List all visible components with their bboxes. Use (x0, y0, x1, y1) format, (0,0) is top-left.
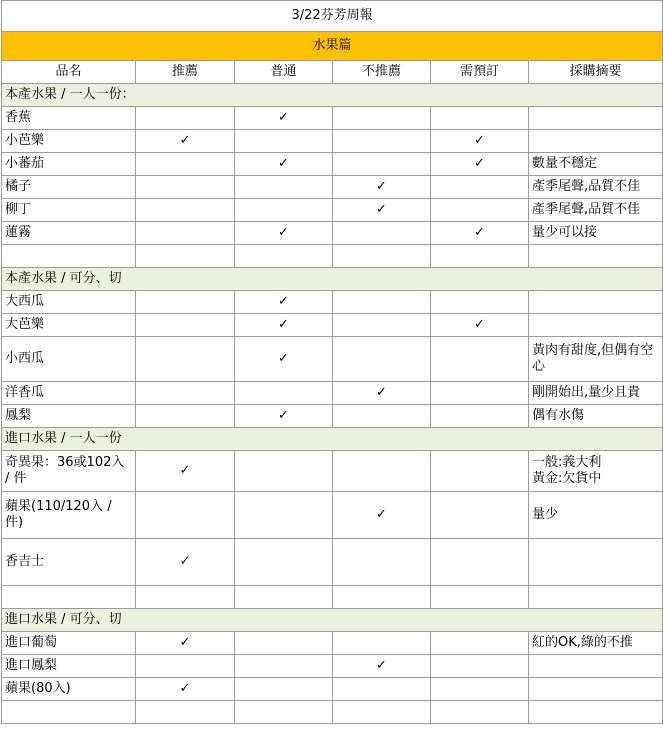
table-row (2, 655, 663, 678)
fruit-report-sheet (1, 0, 663, 724)
cell-purchase-note[interactable] (529, 701, 663, 724)
cell-item-name[interactable]: 蘋果(110/120入 / 件) (2, 492, 136, 539)
cell-recommend[interactable] (136, 586, 235, 609)
cell-normal[interactable]: ✓ (235, 337, 333, 382)
cell-item-name[interactable]: 洋香瓜 (2, 382, 136, 405)
section-row (2, 84, 663, 107)
cell-not-recommend[interactable] (333, 130, 431, 153)
cell-preorder[interactable] (431, 405, 529, 428)
cell-item-name[interactable]: 進口鳳梨 (2, 655, 136, 678)
cell-normal[interactable] (235, 176, 333, 199)
cell-item-name[interactable]: 橘子 (2, 176, 136, 199)
section-label[interactable]: 進口水果 / 可分、切 (2, 609, 663, 632)
cell-item-name[interactable]: 小西瓜 (2, 337, 136, 382)
cell-recommend[interactable] (136, 176, 235, 199)
cell-item-name[interactable]: 香蕉 (2, 107, 136, 130)
cell-preorder[interactable] (431, 245, 529, 268)
cell-recommend[interactable] (136, 199, 235, 222)
cell-item-name[interactable]: 小芭樂 (2, 130, 136, 153)
section-label[interactable]: 本產水果 / 一人一份： (2, 84, 663, 107)
cell-normal[interactable] (235, 199, 333, 222)
cell-normal[interactable] (235, 655, 333, 678)
table-row (2, 337, 663, 382)
cell-item-name[interactable]: 小蕃茄 (2, 153, 136, 176)
cell-purchase-note[interactable] (529, 539, 663, 586)
cell-normal[interactable] (235, 451, 333, 492)
cell-normal[interactable]: ✓ (235, 291, 333, 314)
cell-purchase-note[interactable] (529, 586, 663, 609)
cell-preorder[interactable] (431, 655, 529, 678)
cell-preorder[interactable] (431, 701, 529, 724)
header-purchase-summary[interactable]: 採購摘要 (529, 61, 663, 84)
cell-purchase-note[interactable]: 產季尾聲,品質不佳 (529, 199, 663, 222)
cell-not-recommend[interactable]: ✓ (333, 176, 431, 199)
table-row (2, 586, 663, 609)
header-recommend[interactable]: 推薦 (136, 61, 235, 84)
cell-normal[interactable] (235, 492, 333, 539)
cell-preorder[interactable]: ✓ (431, 222, 529, 245)
cell-normal[interactable]: ✓ (235, 153, 333, 176)
cell-normal[interactable]: ✓ (235, 314, 333, 337)
cell-purchase-note[interactable] (529, 314, 663, 337)
cell-not-recommend[interactable] (333, 222, 431, 245)
cell-preorder[interactable]: ✓ (431, 153, 529, 176)
header-not-recommend[interactable]: 不推薦 (333, 61, 431, 84)
cell-item-name[interactable]: 蘋果(80入) (2, 678, 136, 701)
cell-preorder[interactable] (431, 492, 529, 539)
cell-purchase-note[interactable]: 剛開始出,量少且貴 (529, 382, 663, 405)
cell-not-recommend[interactable]: ✓ (333, 655, 431, 678)
section-row (2, 609, 663, 632)
cell-preorder[interactable] (431, 539, 529, 586)
cell-recommend[interactable]: ✓ (136, 539, 235, 586)
cell-normal[interactable] (235, 701, 333, 724)
header-row (2, 61, 663, 84)
report-title[interactable]: 3/22芬芳周報 (2, 1, 663, 32)
cell-normal[interactable] (235, 678, 333, 701)
cell-preorder[interactable] (431, 382, 529, 405)
cell-purchase-note[interactable] (529, 107, 663, 130)
cell-preorder[interactable] (431, 632, 529, 655)
cell-recommend[interactable] (136, 222, 235, 245)
cell-not-recommend[interactable] (333, 678, 431, 701)
cell-preorder[interactable]: ✓ (431, 314, 529, 337)
header-name[interactable]: 品名 (2, 61, 136, 84)
cell-recommend[interactable] (136, 492, 235, 539)
title-row (2, 1, 663, 32)
cell-not-recommend[interactable] (333, 291, 431, 314)
cell-preorder[interactable] (431, 678, 529, 701)
cell-purchase-note[interactable]: 黃肉有甜度,但偶有空心 (529, 337, 663, 382)
cell-recommend[interactable] (136, 291, 235, 314)
cell-recommend[interactable] (136, 382, 235, 405)
cell-not-recommend[interactable] (333, 245, 431, 268)
cell-item-name[interactable] (2, 701, 136, 724)
table-row (2, 678, 663, 701)
cell-recommend[interactable]: ✓ (136, 632, 235, 655)
cell-preorder[interactable] (431, 451, 529, 492)
cell-normal[interactable] (235, 382, 333, 405)
cell-not-recommend[interactable] (333, 107, 431, 130)
cell-not-recommend[interactable] (333, 405, 431, 428)
cell-item-name[interactable]: 鳳梨 (2, 405, 136, 428)
cell-recommend[interactable] (136, 107, 235, 130)
cell-not-recommend[interactable]: ✓ (333, 382, 431, 405)
cell-recommend[interactable]: ✓ (136, 451, 235, 492)
table-row (2, 222, 663, 245)
cell-item-name[interactable]: 奇異果：36或102入 / 件 (2, 451, 136, 492)
cell-purchase-note[interactable]: 數量不穩定 (529, 153, 663, 176)
cell-recommend[interactable]: ✓ (136, 678, 235, 701)
table-row (2, 107, 663, 130)
table-row (2, 405, 663, 428)
table-row (2, 492, 663, 539)
cell-not-recommend[interactable]: ✓ (333, 492, 431, 539)
table-row (2, 382, 663, 405)
banner-row (2, 32, 663, 61)
cell-recommend[interactable]: ✓ (136, 130, 235, 153)
cell-normal[interactable] (235, 539, 333, 586)
cell-recommend[interactable] (136, 314, 235, 337)
cell-preorder[interactable] (431, 291, 529, 314)
cell-recommend[interactable] (136, 655, 235, 678)
header-preorder[interactable]: 需預訂 (431, 61, 529, 84)
cell-item-name[interactable]: 蓮霧 (2, 222, 136, 245)
cell-purchase-note[interactable] (529, 655, 663, 678)
table-row (2, 153, 663, 176)
cell-recommend[interactable] (136, 153, 235, 176)
cell-item-name[interactable] (2, 586, 136, 609)
cell-item-name[interactable] (2, 245, 136, 268)
section-label[interactable]: 本產水果 / 可分、切 (2, 268, 663, 291)
header-normal[interactable]: 普通 (235, 61, 333, 84)
cell-purchase-note[interactable]: 量少 (529, 492, 663, 539)
table-row (2, 291, 663, 314)
cell-not-recommend[interactable] (333, 586, 431, 609)
cell-normal[interactable]: ✓ (235, 107, 333, 130)
cell-purchase-note[interactable] (529, 678, 663, 701)
cell-recommend[interactable] (136, 405, 235, 428)
cell-purchase-note[interactable]: 量少可以接 (529, 222, 663, 245)
cell-purchase-note[interactable] (529, 130, 663, 153)
cell-preorder[interactable] (431, 199, 529, 222)
cell-preorder[interactable]: ✓ (431, 130, 529, 153)
cell-normal[interactable] (235, 245, 333, 268)
table-row (2, 176, 663, 199)
table-row (2, 632, 663, 655)
cell-recommend[interactable] (136, 701, 235, 724)
cell-not-recommend[interactable] (333, 632, 431, 655)
cell-normal[interactable] (235, 586, 333, 609)
cell-preorder[interactable] (431, 176, 529, 199)
cell-not-recommend[interactable] (333, 451, 431, 492)
cell-purchase-note[interactable]: 產季尾聲,品質不佳 (529, 176, 663, 199)
cell-not-recommend[interactable]: ✓ (333, 199, 431, 222)
table-row (2, 130, 663, 153)
cell-normal[interactable] (235, 632, 333, 655)
table-row (2, 199, 663, 222)
cell-recommend[interactable] (136, 245, 235, 268)
cell-purchase-note[interactable]: 偶有水傷 (529, 405, 663, 428)
cell-not-recommend[interactable] (333, 337, 431, 382)
section-row (2, 268, 663, 291)
cell-not-recommend[interactable] (333, 153, 431, 176)
table-row (2, 245, 663, 268)
cell-not-recommend[interactable] (333, 539, 431, 586)
table-row (2, 701, 663, 724)
cell-purchase-note[interactable] (529, 245, 663, 268)
cell-item-name[interactable]: 柳丁 (2, 199, 136, 222)
table-row (2, 539, 663, 586)
cell-item-name[interactable]: 大芭樂 (2, 314, 136, 337)
cell-item-name[interactable]: 進口葡萄 (2, 632, 136, 655)
cell-normal[interactable] (235, 130, 333, 153)
cell-purchase-note[interactable]: 一般:義大利 黃金:欠貨中 (529, 451, 663, 492)
table-row (2, 451, 663, 492)
category-banner[interactable]: 水果篇 (2, 32, 663, 61)
cell-normal[interactable]: ✓ (235, 222, 333, 245)
cell-preorder[interactable] (431, 107, 529, 130)
cell-normal[interactable]: ✓ (235, 405, 333, 428)
cell-recommend[interactable] (136, 337, 235, 382)
cell-item-name[interactable]: 香吉士 (2, 539, 136, 586)
cell-not-recommend[interactable] (333, 701, 431, 724)
cell-purchase-note[interactable] (529, 291, 663, 314)
cell-purchase-note[interactable]: 紅的OK,綠的不推 (529, 632, 663, 655)
table-row (2, 314, 663, 337)
section-label[interactable]: 進口水果 / 一人一份 (2, 428, 663, 451)
cell-item-name[interactable]: 大西瓜 (2, 291, 136, 314)
section-row (2, 428, 663, 451)
cell-preorder[interactable] (431, 337, 529, 382)
cell-not-recommend[interactable] (333, 314, 431, 337)
cell-preorder[interactable] (431, 586, 529, 609)
